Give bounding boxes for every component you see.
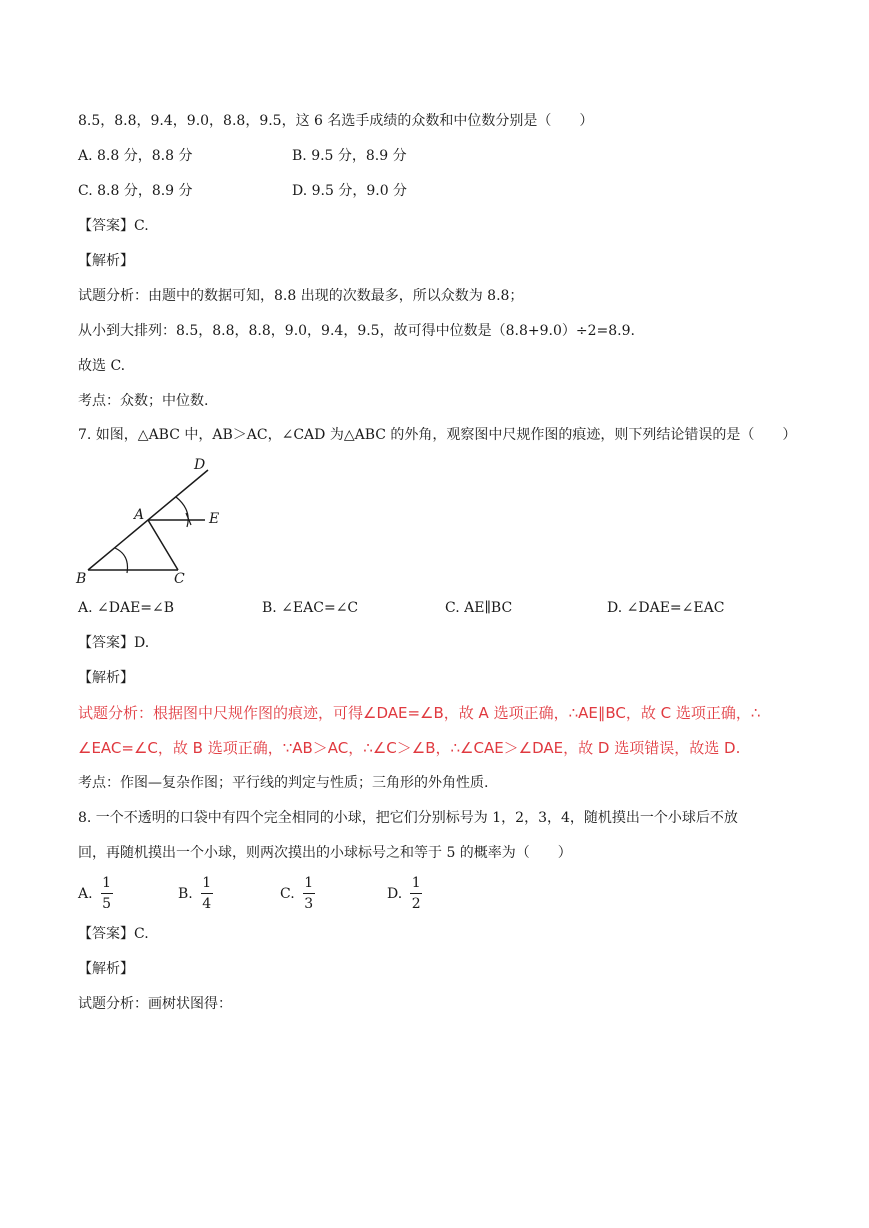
label-d: D [194,457,206,473]
q8-answer: 【答案】C. [78,926,149,942]
fraction-denominator: 5 [102,896,112,912]
fraction-numerator: 1 [411,875,421,891]
q8-option-c [280,874,315,913]
q7-option-b: B. ∠EAC=∠C [262,600,359,616]
q6-analysis-line-1: 试题分析：由题中的数据可知，8.8 出现的次数最多，所以众数为 8.8； [78,288,524,304]
label-b: B [76,571,87,587]
q6-option-d: D. 9.5 分，9.0 分 [292,183,408,199]
q8-option-b [178,874,213,913]
q8-stem-line-2: 回，再随机摸出一个小球，则两次摸出的小球标号之和等于 5 的概率为（ ） [78,845,572,861]
q7-option-c: C. AE∥BC [445,600,513,616]
q6-analysis-line-2: 从小到大排列：8.5，8.8，8.8，9.0，9.4，9.5，故可得中位数是（8.8+9.0）÷2=8.9. [78,323,635,339]
arc-mark [186,513,191,525]
q6-analysis-line-3: 故选 C. [78,358,126,374]
q8-analysis-heading: 【解析】 [78,961,134,977]
q8-option-d [387,874,422,913]
q8-option-a [78,874,113,913]
q7-analysis-red-line-1: 试题分析：根据图中尺规作图的痕迹，可得∠DAE=∠B，故 A 选项正确，∴AE∥BC，故 C 选项正确，∴ [78,704,761,722]
q7-answer: 【答案】D. [78,635,150,651]
fraction-numerator: 1 [304,875,314,891]
q6-option-c: C. 8.8 分，8.9 分 [78,183,193,199]
label-a: A [134,507,145,523]
label-c: C [174,571,185,587]
line-ac [148,520,178,570]
q6-stem: 8.5，8.8，9.4，9.0，8.8，9.5，这 6 名选手成绩的众数和中位数分别是（ ） [78,113,594,129]
q8-analysis-line: 试题分析：画树状图得： [78,996,232,1012]
fraction-denominator: 2 [411,896,421,912]
q7-option-d: D. ∠DAE=∠EAC [607,600,725,616]
q8-stem-line-1: 8. 一个不透明的口袋中有四个完全相同的小球，把它们分别标号为 1，2，3，4，随机摸出一个小球后不放 [78,810,738,826]
q6-answer: 【答案】C. [78,218,149,234]
q6-analysis-heading: 【解析】 [78,253,134,269]
label-e: E [209,511,220,527]
fraction-denominator: 4 [202,896,212,912]
q6-option-a: A. 8.8 分，8.8 分 [78,148,193,164]
fraction-numerator: 1 [202,875,212,891]
option-letter: C. [280,885,295,902]
q7-analysis-heading: 【解析】 [78,670,134,686]
fraction-numerator: 1 [102,875,112,891]
option-letter: B. [178,885,193,902]
q7-stem: 7. 如图，△ABC 中，AB＞AC，∠CAD 为△ABC 的外角，观察图中尺规作图的痕迹，则下列结论错误的是（ ） [78,427,797,443]
q6-option-b: B. 9.5 分，8.9 分 [292,148,407,164]
fraction-denominator: 3 [304,896,314,912]
arc-at-a [176,497,188,527]
q7-analysis-red-line-2: ∠EAC=∠C，故 B 选项正确，∵AB＞AC，∴∠C＞∠B，∴∠CAE＞∠DAE，故 D 选项错误，故选 D. [78,739,741,757]
option-letter: D. [387,885,403,902]
q7-option-a: A. ∠DAE=∠B [78,600,175,616]
q6-kaodian: 考点：众数；中位数. [78,393,209,409]
option-letter: A. [78,885,93,902]
q7-geometry-figure [70,455,240,590]
q7-kaodian: 考点：作图—复杂作图；平行线的判定与性质；三角形的外角性质. [78,775,489,791]
